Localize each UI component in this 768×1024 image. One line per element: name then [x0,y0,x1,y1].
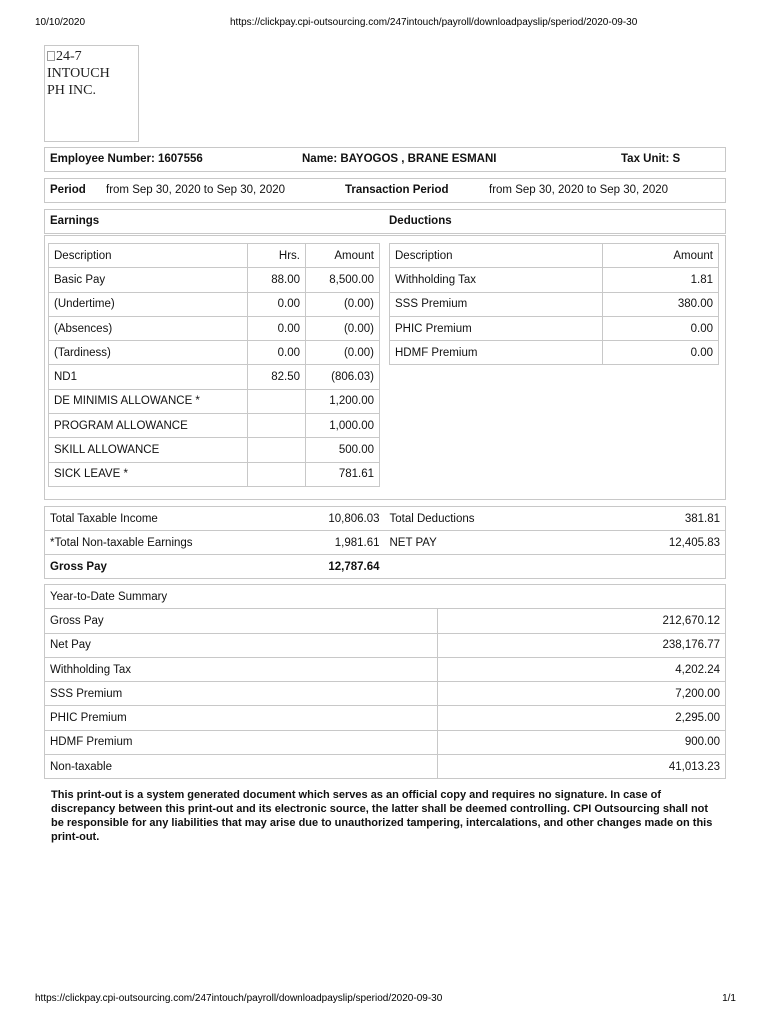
totals-row [45,531,726,555]
deduction-amount: 0.00 [603,341,719,365]
totals-row [45,507,726,531]
earning-desc: (Absences) [49,316,248,340]
table-row [45,755,726,779]
empty-cell [585,555,726,579]
earning-hrs: 0.00 [248,316,306,340]
deduction-desc: SSS Premium [390,292,603,316]
deductions-header-row [390,244,719,268]
gross-pay-label: Gross Pay [45,555,315,579]
table-row [45,609,726,633]
ytd-value: 41,013.23 [437,755,725,779]
ytd-table [44,584,726,779]
print-footer [35,993,736,1007]
totals-table [44,506,726,579]
earning-desc: DE MINIMIS ALLOWANCE * [49,389,248,413]
earning-desc: (Undertime) [49,292,248,316]
earning-desc: SKILL ALLOWANCE [49,438,248,462]
deduction-amount: 0.00 [603,316,719,340]
period-value: from Sep 30, 2020 to Sep 30, 2020 [106,184,286,196]
earning-amount: 1,000.00 [306,414,380,438]
earning-desc: ND1 [49,365,248,389]
table-row [45,657,726,681]
earning-amount: 8,500.00 [306,268,380,292]
page-count: 1/1 [722,993,736,1004]
earning-amount: 781.61 [306,462,380,486]
earning-desc: SICK LEAVE * [49,462,248,486]
employee-name: Name: BAYOGOS , BRANE ESMANI [302,153,497,165]
disclaimer-text: This print-out is a system generated document which serves as an official copy and requires no signature. In case of discrepancy between this print-out and its electronic source, the latter shall be deemed controlling. CPI Outsourcing shall not be responsible for any liabilities that may arise due to unauthorized tampering, intercalations, and other changes made on this print-out. [51,789,713,843]
transaction-period-value: from Sep 30, 2020 to Sep 30, 2020 [489,184,669,196]
table-row [49,365,380,389]
ytd-label: PHIC Premium [45,706,438,730]
ytd-value: 900.00 [437,730,725,754]
ytd-title: Year-to-Date Summary [45,585,726,609]
gross-pay-value: 12,787.64 [315,555,385,579]
table-row [49,389,380,413]
earnings-table [48,243,380,487]
table-row [49,268,380,292]
table-row [390,292,719,316]
table-row [49,414,380,438]
earnings-col-hrs: Hrs. [248,244,306,268]
ytd-value: 212,670.12 [437,609,725,633]
earning-amount: 1,200.00 [306,389,380,413]
deduction-desc: Withholding Tax [390,268,603,292]
earning-amount: (0.00) [306,341,380,365]
table-row [390,316,719,340]
earning-amount: (0.00) [306,292,380,316]
ytd-value: 238,176.77 [437,633,725,657]
table-row [45,633,726,657]
deduction-amount: 380.00 [603,292,719,316]
empty-cell [385,555,585,579]
table-row [49,438,380,462]
total-taxable-label: Total Taxable Income [45,507,315,531]
total-deductions-label: Total Deductions [385,507,585,531]
logo-alt-line-2: INTOUCH [47,66,110,81]
period-label: Period [50,184,86,196]
ytd-title-row [45,585,726,609]
logo-alt-line-3: PH INC. [47,83,97,98]
table-row [49,341,380,365]
earning-hrs: 0.00 [248,341,306,365]
ytd-label: Non-taxable [45,755,438,779]
ytd-label: HDMF Premium [45,730,438,754]
table-row [49,292,380,316]
earning-hrs [248,438,306,462]
earnings-col-amount: Amount [306,244,380,268]
deductions-table-wrap [389,243,719,365]
net-pay-value: 12,405.83 [585,531,726,555]
deduction-desc: PHIC Premium [390,316,603,340]
earning-hrs [248,414,306,438]
deductions-table [389,243,719,365]
ytd-summary [44,584,726,779]
table-row [49,462,380,486]
company-logo [44,45,139,142]
earning-desc: PROGRAM ALLOWANCE [49,414,248,438]
earning-desc: (Tardiness) [49,341,248,365]
print-header [35,17,736,31]
ytd-value: 4,202.24 [437,657,725,681]
ytd-label: SSS Premium [45,682,438,706]
total-nontaxable-value: 1,981.61 [315,531,385,555]
earnings-header-row [49,244,380,268]
earning-hrs: 88.00 [248,268,306,292]
total-nontaxable-label: *Total Non-taxable Earnings [45,531,315,555]
transaction-period-label: Transaction Period [345,184,449,196]
ytd-label: Net Pay [45,633,438,657]
earning-amount: 500.00 [306,438,380,462]
deductions-heading: Deductions [389,215,452,227]
earning-hrs: 82.50 [248,365,306,389]
ytd-value: 7,200.00 [437,682,725,706]
deductions-col-amount: Amount [603,244,719,268]
table-row [45,682,726,706]
table-row [390,268,719,292]
earning-amount: (806.03) [306,365,380,389]
deductions-col-description: Description [390,244,603,268]
earning-hrs: 0.00 [248,292,306,316]
deduction-desc: HDMF Premium [390,341,603,365]
net-pay-label: NET PAY [385,531,585,555]
total-deductions-value: 381.81 [585,507,726,531]
print-url: https://clickpay.cpi-outsourcing.com/247intouch/payroll/downloadpayslip/speriod/2020-09-30 [230,17,638,28]
earning-desc: Basic Pay [49,268,248,292]
table-row [45,730,726,754]
earnings-heading: Earnings [50,215,100,227]
earning-hrs [248,389,306,413]
ytd-label: Gross Pay [45,609,438,633]
table-row [49,316,380,340]
logo-alt-line-1: 24-7 [56,49,82,64]
tax-unit: Tax Unit: S [621,153,681,165]
totals-section [44,506,726,579]
table-row [390,341,719,365]
deduction-amount: 1.81 [603,268,719,292]
ytd-label: Withholding Tax [45,657,438,681]
totals-row [45,555,726,579]
employee-info-bar [44,147,726,172]
earning-amount: (0.00) [306,316,380,340]
print-date: 10/10/2020 [35,17,86,28]
table-row [45,706,726,730]
total-taxable-value: 10,806.03 [315,507,385,531]
ytd-value: 2,295.00 [437,706,725,730]
earning-hrs [248,462,306,486]
period-bar [44,178,726,203]
broken-image-icon [47,51,55,61]
section-heading-bar [44,209,726,234]
print-footer-url: https://clickpay.cpi-outsourcing.com/247intouch/payroll/downloadpayslip/speriod/2020-09-30 [35,993,443,1004]
earnings-table-wrap [48,243,380,487]
earnings-col-description: Description [49,244,248,268]
employee-number: Employee Number: 1607556 [50,153,203,165]
